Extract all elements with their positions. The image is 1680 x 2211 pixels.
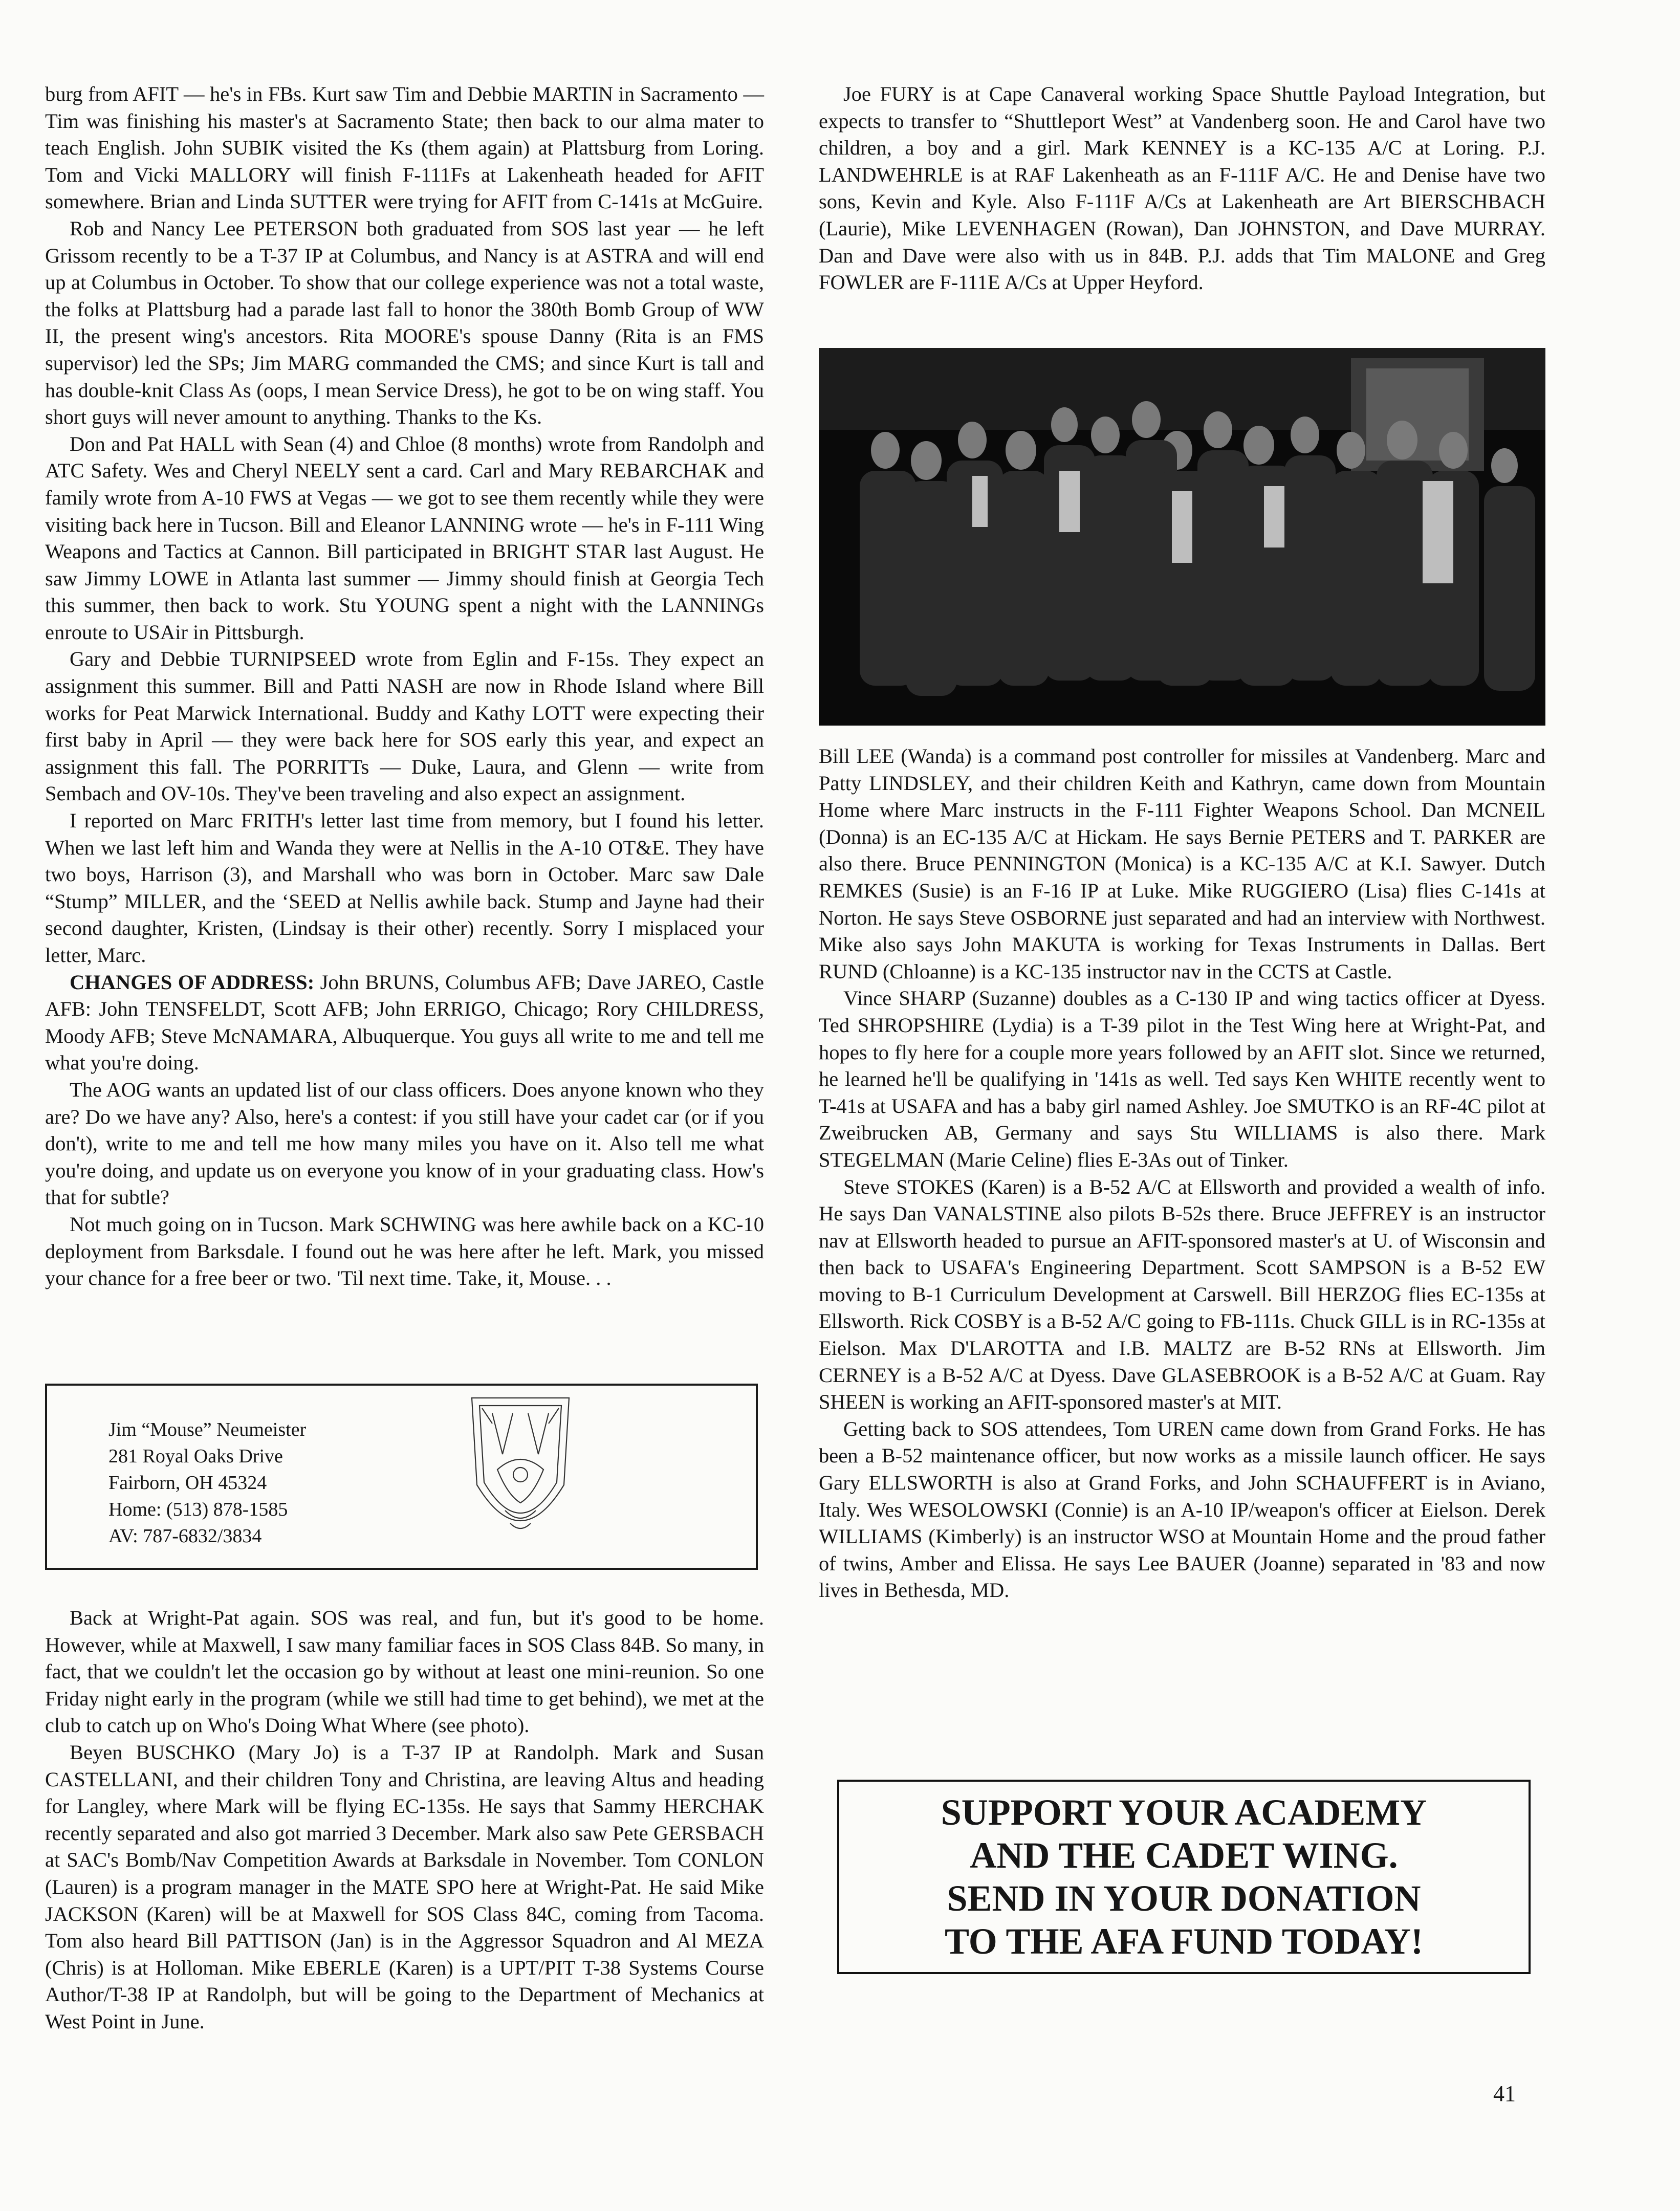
paragraph: Steve STOKES (Karen) is a B-52 A/C at Ellsworth and provided a wealth of info. He says Dan VANALSTINE also pilots B-52s there. Bruce JEFFREY is an instructor nav at Ellsworth headed to pursue an AFIT-sponsored master's at U. of Wisconsin and then back to USAFA's Engineering Department. Scott SAMPSON is a B-52 EW moving to B-1 Curriculum Development at Carswell. Bill HERZOG flies EC-135s at Ellsworth. Rick COSBY is a B-52 A/C going to FB-111s. Chuck GILL is in RC-135s at Eielson. Max D'LAROTTA and I.B. MALTZ are B-52 RNs at Ellsworth. Jim CERNEY is a B-52 A/C at Dyess. Dave GLASEBROOK is a B-52 A/C at Guam. Ray SHEEN is working an AFIT-sponsored master's at MIT. [819, 1175, 1545, 1414]
paragraph: Rob and Nancy Lee PETERSON both graduated from SOS last year — he left Grissom recently to be a T-37 IP at Columbus, and Nancy is at ASTRA and will end up at Columbus in October. To show that our college experience was not a total waste, the folks at Plattsburg had a parade last fall to honor the 380th Bomb Group of WW II, the present wing's ancestors. Rita MOORE's spouse Danny (Rita is an FMS supervisor) led the SPs; Jim MARG commanded the CMS; and since Kurt is tall and has double-knit Class As (oops, I mean Service Dress), he got to be on wing staff. You short guys will never amount to anything. Thanks to the Ks. [45, 216, 764, 429]
donation-appeal-box [837, 1780, 1531, 1974]
changes-of-address-label: CHANGES OF ADDRESS: [70, 970, 315, 994]
academy-crest-icon [462, 1393, 579, 1562]
paragraph: I reported on Marc FRITH's letter last time from memory, but I found his letter. When we last left him and Wanda they were at Nellis in the A-10 OT&E. They have two boys, Harrison (3), and Marshall who was born in October. Marc saw Dale “Stump” MILLER, and the ‘SEED at Nellis awhile back. Stump and Jayne had their second daughter, Kristen, (Lindsay is their other) recently. Sorry I misplaced your letter, Marc. [45, 809, 764, 967]
paragraph: Joe FURY is at Cape Canaveral working Space Shuttle Payload Integration, but expects to transfer to “Shuttleport West” at Vandenberg soon. He and Carol have two children, a boy and a girl. Mark KENNEY is a KC-135 A/C at Loring. P.J. LANDWEHRLE is at RAF Lakenheath as an F-111F A/C. He and Denise have two sons, Kevin and Kyle. Also F-111F A/Cs at Lakenheath are Art BIERSCHBACH (Laurie), Mike LEVENHAGEN (Rowan), Dan JOHNSTON, and Dave MURRAY. Dan and Dave were also with us in 84B. P.J. adds that Tim MALONE and Greg FOWLER are F-111E A/Cs at Upper Heyford. [819, 82, 1545, 294]
address-street: 281 Royal Oaks Drive [108, 1446, 283, 1467]
address-av-phone: AV: 787-6832/3834 [108, 1525, 262, 1547]
paragraph: Back at Wright-Pat again. SOS was real, and fun, but it's good to be home. However, while at Maxwell, I saw many familiar faces in SOS Class 84B. So many, in fact, that we couldn't let the occasion go by without at least one mini-reunion. So one Friday night early in the program (while we still had time to get behind), we met at the club to catch up on Who's Doing What Where (see photo). [45, 1606, 764, 1737]
donation-line: AND THE CADET WING. [970, 1835, 1398, 1876]
paragraph: Gary and Debbie TURNIPSEED wrote from Eglin and F-15s. They expect an assignment this summer. Bill and Patti NASH are now in Rhode Island where Bill works for Peat Marwick International. Buddy and Kathy LOTT were expecting their first baby in April — they were back here for SOS early this year, and expect an assignment this fall. The PORRITTs — Duke, Laura, and Glenn — write from Sembach and OV-10s. They've been traveling and also expect an assignment. [45, 647, 764, 805]
donation-line: SUPPORT YOUR ACADEMY [941, 1792, 1427, 1833]
address-home-phone: Home: (513) 878-1585 [108, 1499, 288, 1520]
left-column-bottom [45, 1605, 764, 2035]
address-block [108, 1416, 306, 1549]
paragraph: Vince SHARP (Suzanne) doubles as a C-130 IP and wing tactics officer at Dyess. Ted SHROPSHIRE (Lydia) is a T-39 pilot in the Test Wing here at Wright-Pat, and hopes to fly here for a couple more years followed by an AFIT slot. Since we returned, he learned he'll be qualifying in '141s as well. Ted says Ken WHITE recently went to T-41s at USAFA and has a baby girl named Ashley. Joe SMUTKO is an RF-4C pilot at Zweibrucken AB, Germany and says Stu WILLIAMS is also there. Mark STEGELMAN (Marie Celine) flies E-3As out of Tinker. [819, 987, 1545, 1171]
right-column-bottom [819, 743, 1545, 1604]
changes-of-address-paragraph [45, 969, 764, 1077]
paragraph: Beyen BUSCHKO (Mary Jo) is a T-37 IP at Randolph. Mark and Susan CASTELLANI, and their children Tony and Christina, are leaving Altus and heading for Langley, where Mark will be flying EC-135s. He says that Sammy HERCHAK recently separated and also got married 3 December. Mark also saw Pete GERSBACH at SAC's Bomb/Nav Competition Awards at Barksdale in November. Tom CONLON (Lauren) is a program manager in the MATE SPO here at Wright-Pat. He said Mike JACKSON (Karen) will be at Maxwell for SOS Class 84C, coming from Tacoma. Tom also heard Bill PATTISON (Jan) is in the Aggressor Squadron and Al MEZA (Chris) is at Holloman. Mike EBERLE (Karen) is a UPT/PIT T-38 Systems Course Author/T-38 IP at Randolph, but will be going to the Department of Mechanics at West Point in June. [45, 1740, 764, 2033]
paragraph: Don and Pat HALL with Sean (4) and Chloe (8 months) wrote from Randolph and ATC Safety. Wes and Cheryl NEELY sent a card. Carl and Mary REBARCHAK and family wrote from A-10 FWS at Vegas — we got to see them recently while they were visiting back here in Tucson. Bill and Eleanor LANNING wrote — he's in F-111 Wing Weapons and Tactics at Cannon. Bill participated in BRIGHT STAR last August. He saw Jimmy LOWE in Atlanta last summer — Jimmy should finish at Georgia Tech this summer, then back to work. Stu YOUNG spent a night with the LANNINGs enroute to USAir in Pittsburgh. [45, 432, 764, 644]
paragraph: The AOG wants an updated list of our class officers. Does anyone known who they are? Do we have any? Also, here's a contest: if you still have your cadet car (or if you don't), write to me and tell me how many miles you have on it. Also tell me what you're doing, and update us on everyone you know of in your graduating class. How's that for subtle? [45, 1078, 764, 1209]
paragraph: Not much going on in Tucson. Mark SCHWING was here awhile back on a KC-10 deployment from Barksdale. I found out he was here after he left. Mark, you missed your chance for a free beer or two. 'Til next time. Take, it, Mouse. . . [45, 1212, 764, 1290]
paragraph: Getting back to SOS attendees, Tom UREN came down from Grand Forks. He has been a B-52 maintenance officer, but now works as a missile launch officer. He says Gary ELLSWORTH is also at Grand Forks, and John SCHAUFFERT is in Aviano, Italy. Wes WESOLOWSKI (Connie) is an A-10 IP/weapon's officer at Eielson. Derek WILLIAMS (Kimberly) is an instructor WSO at Mountain Home and the proud father of twins, Amber and Elissa. He says Lee BAUER (Joanne) separated in '83 and now lives in Bethesda, MD. [819, 1417, 1545, 1602]
group-photo [819, 348, 1545, 726]
donation-line: SEND IN YOUR DONATION [947, 1878, 1421, 1919]
changes-of-address-text: John BRUNS, Columbus AFB; Dave JAREO, Castle AFB: John TENSFELDT, Scott AFB; John ERRIGO, Chicago; Rory CHILDRESS, Moody AFB; Steve McNAMARA, Albuquerque. You guys all write to me and tell me what you're doing. [45, 970, 764, 1075]
right-column-top [819, 81, 1545, 296]
address-name: Jim “Mouse” Neumeister [108, 1419, 307, 1440]
page-number: 41 [1493, 2081, 1516, 2106]
left-column [45, 81, 764, 1292]
donation-line: TO THE AFA FUND TODAY! [945, 1921, 1423, 1962]
paragraph: Bill LEE (Wanda) is a command post controller for missiles at Vandenberg. Marc and Patty LINDSLEY, and their children Keith and Kathryn, came down from Mountain Home where Marc instructs in the F-111 Fighter Weapons School. Dan MCNEIL (Donna) is an EC-135 A/C at Hickam. He says Bernie PETERS and T. PARKER are also there. Bruce PENNINGTON (Monica) is a KC-135 A/C at K.I. Sawyer. Dutch REMKES (Susie) is an F-16 IP at Luke. Mike RUGGIERO (Lisa) flies C-141s at Norton. He says Steve OSBORNE just separated and had an interview with Northwest. Mike also says John MAKUTA is working for Texas Instruments in Dallas. Bert RUND (Chloanne) is a KC-135 instructor nav in the CCTS at Castle. [819, 745, 1545, 983]
address-city: Fairborn, OH 45324 [108, 1472, 267, 1494]
paragraph: burg from AFIT — he's in FBs. Kurt saw Tim and Debbie MARTIN in Sacramento — Tim was finishing his master's at Sacramento State; then back to our alma mater to teach English. John SUBIK visited the Ks (them again) at Plattsburg from Loring. Tom and Vicki MALLORY will finish F-111Fs at Lakenheath headed for AFIT somewhere. Brian and Linda SUTTER were trying for AFIT from C-141s at McGuire. [45, 82, 764, 213]
author-address-box [45, 1384, 758, 1570]
